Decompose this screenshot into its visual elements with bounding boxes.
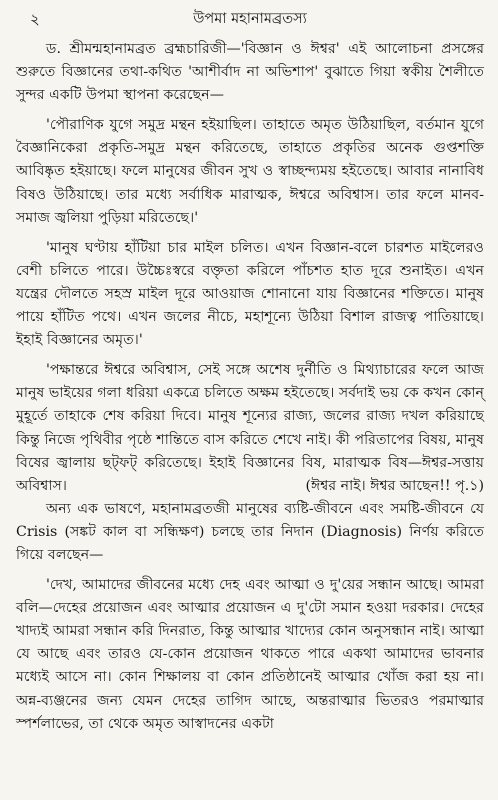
quote-paragraph: 'পৌরাণিক যুগে সমুদ্র মন্থন হইয়াছিল। তাহাতে অমৃত উঠিয়াছিল, বর্তমান যুগে বৈজ্ঞানিকেরা প্রকৃতি-সমুদ্র মন্থন করিতেছে, তাহাতে প্রকৃতির অনেক গুপ্তশক্তি আবিষ্কৃত হইয়াছে। ফলে মানুষের জীবন সুখ ও স্বাচ্ছন্দ্যময় হইতেছে। আবার নানাবিধ বিষও উঠিয়াছে। তার মধ্যে সর্বাধিক মারাত্মক, ঈশ্বরে অবিশ্বাস। তার ফলে মানব-সমাজ জ্বলিয়া পুড়িয়া মরিতেছে।' — [16, 117, 484, 226]
citation: (ঈশ্বর নাই। ঈশ্বর আছেন!! পৃ.১) — [305, 477, 484, 494]
quote-paragraph: 'মানুষ ঘণ্টায় হাঁটিয়া চার মাইল চলিত। এখন বিজ্ঞান-বলে চারশত মাইলেরও বেশী চলিতে পারে। উচ্চৈঃস্বরে বক্তৃতা করিলে পাঁচশত হাত দূরে শুনাইত। এখন যন্ত্রের দৌলতে সহস্র মাইল দূরে আওয়াজ শোনানো যায় বিজ্ঞানের শক্তিতে। মানুষ পায়ে হাঁটিত পথে। এখন জলের নীচে, মহাশূন্যে উঠিয়া বিশাল রাজত্ব পাতিয়াছে। ইহাই বিজ্ঞানের অমৃত।' — [16, 239, 484, 349]
quote-text: 'পক্ষান্তরে ঈশ্বরে অবিশ্বাস, সেই সঙ্গে অশেষ দুর্নীতি ও মিথ্যাচারের ফলে আজ মানুষ ভাইয়ের গলা ধরিয়া একত্রে চলিতে অক্ষম হইতেছে। সর্বদাই ভয় কে কখন কোন্ মুহূর্তে তাহাকে শেষ করিয়া দিবে। মানুষ শূন্যের রাজ্য, জলের রাজ্য দখল করিয়াছে কিন্তু নিজে পৃথিবীর পৃষ্ঠে শান্তিতে বাস করিতে শেখে নাই। কী পরিতাপের বিষয়, মানুষ বিষের জ্বালায় ছট্ফট্ করিতেছে। ইহাই বিজ্ঞানের বিষ, মারাত্মক বিষ—ঈশ্বর-সত্তায় অবিশ্বাস। — [16, 362, 484, 494]
page-header — [16, 0, 484, 30]
quote-paragraph: 'দেখ, আমাদের জীবনের মধ্যে দেহ এবং আত্মা ও দু'য়ের সন্ধান আছে। আমরা বলি—দেহের প্রয়োজন এবং আত্মার প্রয়োজন এ দু'টো সমান হওয়া দরকার। দেহের খাদ্যই আমরা সন্ধান করি দিনরাত, কিন্তু আত্মার খাদ্যের কোন অনুসন্ধান নাই। আত্মা যে আছে এবং তারও যে-কোন প্রয়োজন থাকতে পারে একথা আমাদের ভাবনার মধ্যেই আসে না। কোন শিক্ষালয় বা কোন প্রতিষ্ঠানেই আত্মার খোঁজ করা হয় না। অন্ন-ব্যঞ্জনের জন্য যেমন দেহের তাগিদ আছে, অন্তরাত্মার ভিতরও পরমাত্মার স্পর্শলাভের, তা থেকে অমৃত আস্বাদনের একটা — [16, 577, 484, 732]
paragraph-crisis: অন্য এক ভাষণে, মহানামব্রতজী মানুষের ব্যষ্টি-জীবনে এবং সমষ্টি-জীবনে যে Crisis (সঙ্কট কাল বা সন্ধিক্ষণ) চলছে তার নিদান (Diagnosis) নির্ণয় করিতে গিয়ে বলছেন— — [16, 500, 484, 563]
quote-paragraph-with-citation — [16, 359, 484, 498]
paragraph-intro: ড. শ্রীমন্মহানামব্রত ব্রহ্মচারিজী—'বিজ্ঞান ও ঈশ্বর' এই আলোচনা প্রসঙ্গের শুরুতে বিজ্ঞানের তথা-কথিত 'আশীর্বাদ না অভিশাপ' বুঝাতে গিয়া স্বকীয় শৈলীতে সুন্দর একটি উপমা স্থাপনা করেছেন— — [16, 41, 484, 104]
running-title: উপমা মহানামব্রতস্য — [193, 11, 307, 27]
page-body — [16, 38, 484, 736]
page-number: ২ — [30, 10, 40, 28]
